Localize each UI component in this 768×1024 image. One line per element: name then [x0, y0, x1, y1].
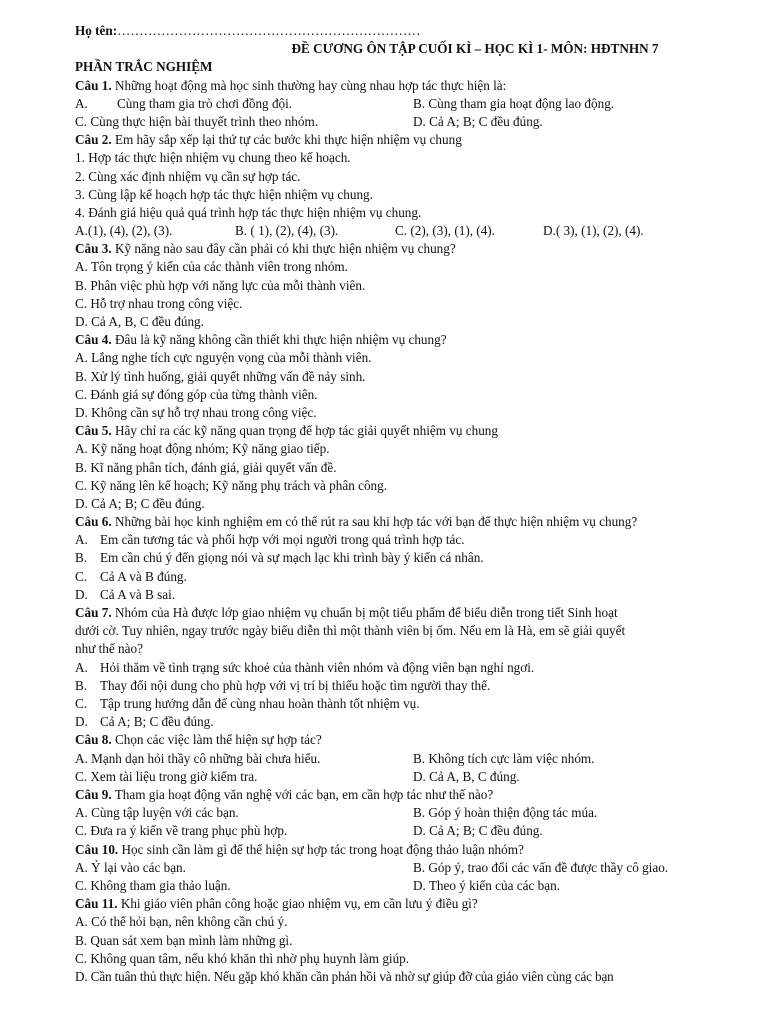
question-text: Kỹ năng nào sau đây cần phải có khi thực hiện nhiệm vụ chung?	[111, 241, 456, 257]
q2-step-2: 2. Cùng xác định nhiệm vụ cần sự hợp tác.	[75, 168, 301, 184]
question-label: Câu 1.	[75, 77, 112, 93]
q5-option-a: A. Kỹ năng hoạt động nhóm; Kỹ năng giao tiếp.	[75, 441, 330, 457]
q7-option-d: D. Cả A; B; C đều đúng.	[75, 714, 214, 730]
question-label: Câu 9.	[75, 786, 112, 802]
q1-option-d: D. Cả A; B; C đều đúng.	[413, 113, 543, 129]
name-label: Họ tên:	[75, 23, 118, 38]
q5-option-c: C. Kỹ năng lên kế hoạch; Kỹ năng phụ trách và phân công.	[75, 477, 388, 493]
question-10	[75, 841, 735, 859]
question-4	[75, 331, 735, 349]
q8-option-b: B. Không tích cực làm việc nhóm.	[413, 750, 595, 766]
question-6	[75, 513, 735, 531]
q3-option-a: A. Tôn trọng ý kiến của các thành viên trong nhóm.	[75, 259, 348, 275]
question-label: Câu 10.	[75, 841, 119, 857]
name-dots: ……………………………………………………………	[117, 23, 421, 38]
question-label: Câu 5.	[75, 423, 112, 439]
q8-row-ab	[75, 750, 735, 768]
q8-row-cd	[75, 768, 735, 786]
student-name-line	[75, 22, 735, 40]
question-2	[75, 131, 735, 149]
question-9	[75, 786, 735, 804]
q3-option-b: B. Phân việc phù hợp với năng lực của mỗi thành viên.	[75, 277, 366, 293]
q6-option-d: D. Cả A và B sai.	[75, 586, 176, 602]
q11-option-a: A. Có thể hỏi bạn, nên không cần chú ý.	[75, 914, 288, 930]
q2-option-b: B. ( 1), (2), (4), (3).	[235, 223, 339, 239]
q8-option-d: D. Cả A, B, C đúng.	[413, 768, 520, 784]
q2-step-4: 4. Đánh giá hiệu quả quá trình hợp tác thực hiện nhiệm vụ chung.	[75, 204, 422, 220]
q5-option-b: B. Kĩ năng phân tích, đánh giá, giải quyết vấn đề.	[75, 459, 337, 475]
q1-row-ab	[75, 95, 735, 113]
exam-document	[75, 22, 735, 986]
q10-option-c: C. Không tham gia thảo luận.	[75, 877, 231, 893]
question-label: Câu 6.	[75, 514, 112, 530]
section-heading: PHẦN TRẮC NGHIỆM	[75, 59, 213, 75]
question-text: Khi giáo viên phân công hoặc giao nhiệm vụ, em cần lưu ý điều gì?	[117, 896, 478, 912]
question-label: Câu 4.	[75, 332, 112, 348]
q4-option-a: A. Lắng nghe tích cực nguyện vọng của mỗi thành viên.	[75, 350, 372, 366]
q6-option-b: B. Em cần chú ý đến giọng nói và sự mạch lạc khi trình bày ý kiến cá nhân.	[75, 550, 484, 566]
question-text: Chọn các việc làm thể hiện sự hợp tác?	[111, 732, 322, 748]
q6-option-a: A. Em cần tương tác và phối hợp với mọi người trong quá trình hợp tác.	[75, 532, 465, 548]
question-text: Học sinh cần làm gì để thể hiện sự hợp tác trong hoạt động thảo luận nhóm?	[118, 841, 524, 857]
q2-option-c: C. (2), (3), (1), (4).	[395, 223, 495, 239]
q9-option-d: D. Cả A; B; C đều đúng.	[413, 823, 543, 839]
question-text: Những bài học kinh nghiệm em có thể rút ra sau khi hợp tác với bạn để thực hiện nhiệm vụ chung?	[111, 514, 638, 530]
q9-row-cd	[75, 822, 735, 840]
q1-row-cd	[75, 113, 735, 131]
question-1	[75, 77, 735, 95]
question-7-cont-2: như thế nào?	[75, 641, 143, 657]
q9-row-ab	[75, 804, 735, 822]
q2-option-d: D.( 3), (1), (2), (4).	[543, 223, 644, 239]
q8-option-c: C. Xem tài liệu trong giờ kiểm tra.	[75, 768, 258, 784]
q7-option-c: C. Tập trung hướng dẫn để cùng nhau hoàn thành tốt nhiệm vụ.	[75, 695, 420, 711]
q3-option-d: D. Cả A, B, C đều đúng.	[75, 314, 204, 330]
q4-option-c: C. Đánh giá sự đóng góp của từng thành viên.	[75, 386, 318, 402]
q4-option-b: B. Xử lý tình huống, giải quyết những vấn đề nảy sinh.	[75, 368, 366, 384]
q9-option-b: B. Góp ý hoàn thiện động tác múa.	[413, 805, 598, 821]
q10-option-a: A. Ỷ lại vào các bạn.	[75, 859, 186, 875]
question-text: Hãy chỉ ra các kỹ năng quan trọng để hợp tác giải quyết nhiệm vụ chung	[111, 423, 498, 439]
question-text: Những hoạt động mà học sinh thường hay cùng nhau hợp tác thực hiện là:	[111, 77, 507, 93]
question-8	[75, 731, 735, 749]
q10-option-b: B. Góp ý, trao đổi các vấn đề được thầy cô giao.	[413, 859, 669, 875]
q1-option-a: A. Cùng tham gia trò chơi đồng đội.	[75, 95, 293, 111]
q4-option-d: D. Không cần sự hỗ trợ nhau trong công việc.	[75, 404, 317, 420]
q10-row-ab	[75, 859, 735, 877]
q2-step-1: 1. Hợp tác thực hiện nhiệm vụ chung theo kế hoạch.	[75, 150, 351, 166]
q5-option-d: D. Cả A; B; C đều đúng.	[75, 495, 205, 511]
question-3	[75, 240, 735, 258]
q9-option-a: A. Cùng tập luyện với các bạn.	[75, 805, 239, 821]
q7-option-b: B. Thay đổi nội dung cho phù hợp với vị trí bị thiếu hoặc tìm người thay thế.	[75, 677, 491, 693]
question-5	[75, 422, 735, 440]
q11-option-b: B. Quan sát xem bạn mình làm những gì.	[75, 932, 293, 948]
q2-options-row	[75, 222, 735, 240]
question-label: Câu 2.	[75, 132, 112, 148]
q10-option-d: D. Theo ý kiến của các bạn.	[413, 877, 560, 893]
question-label: Câu 8.	[75, 732, 112, 748]
question-text: Tham gia hoạt động văn nghệ với các bạn, em cần hợp tác như thế nào?	[111, 786, 494, 802]
q2-option-a: A.(1), (4), (2), (3).	[75, 223, 173, 239]
q1-option-c: C. Cùng thực hiện bài thuyết trình theo nhóm.	[75, 113, 319, 129]
question-11	[75, 895, 735, 913]
question-7-cont-1: dưới cờ. Tuy nhiên, ngay trước ngày biểu diễn thì một thành viên bị ốm. Nếu em là Hà, em sẽ giải quyết	[75, 623, 626, 639]
question-text: Em hãy sắp xếp lại thứ tự các bước khi thực hiện nhiệm vụ chung	[111, 132, 462, 148]
q1-option-b: B. Cùng tham gia hoạt động lao động.	[413, 95, 615, 111]
q7-option-a: A. Hỏi thăm về tình trạng sức khoẻ của thành viên nhóm và động viên bạn nghỉ ngơi.	[75, 659, 535, 675]
question-label: Câu 7.	[75, 605, 112, 621]
q2-step-3: 3. Cùng lập kế hoạch hợp tác thực hiện nhiệm vụ chung.	[75, 186, 373, 202]
q9-option-c: C. Đưa ra ý kiến về trang phục phù hợp.	[75, 823, 288, 839]
q6-option-c: C. Cả A và B đúng.	[75, 568, 187, 584]
question-7	[75, 604, 735, 622]
document-title: ĐỀ CƯƠNG ÔN TẬP CUỐI KÌ – HỌC KÌ 1- MÔN: HĐTNHN 7	[291, 41, 659, 57]
q11-option-d: D. Cần tuân thủ thực hiện. Nếu gặp khó khăn cần phản hồi và nhờ sự giúp đỡ của giáo viên cùng các bạn	[75, 968, 614, 984]
q10-row-cd	[75, 877, 735, 895]
question-text: Đâu là kỹ năng không cần thiết khi thực hiện nhiệm vụ chung?	[111, 332, 447, 348]
q3-option-c: C. Hỗ trợ nhau trong công việc.	[75, 295, 243, 311]
q8-option-a: A. Mạnh dạn hỏi thầy cô những bài chưa hiểu.	[75, 750, 321, 766]
question-label: Câu 3.	[75, 241, 112, 257]
question-label: Câu 11.	[75, 896, 118, 912]
q11-option-c: C. Không quan tâm, nếu khó khăn thì nhờ phụ huynh làm giúp.	[75, 950, 410, 966]
question-text: Nhóm của Hà được lớp giao nhiệm vụ chuẩn bị một tiểu phẩm để biểu diễn trong tiết Sinh hoạt	[111, 605, 618, 621]
